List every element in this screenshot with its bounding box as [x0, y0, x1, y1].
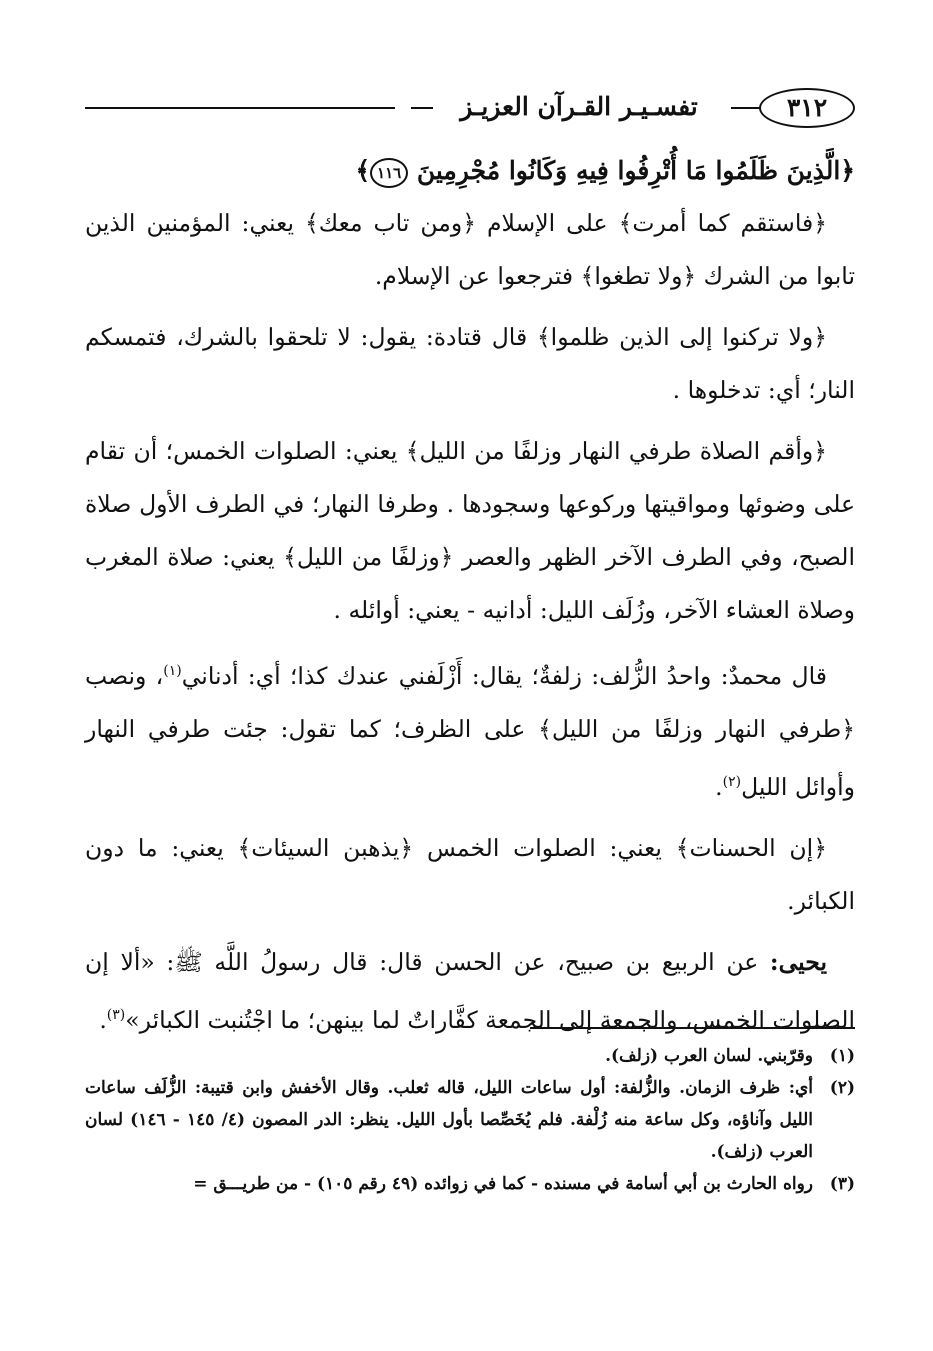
paragraph-1: ﴿فاستقم كما أمرت﴾ على الإسلام ﴿ومن تاب معك﴾ يعني: المؤمنين الذين تابوا من الشرك ﴿ولا تطغوا﴾ فترجعوا عن الإسلام. [85, 209, 855, 290]
header-rule-right [731, 107, 761, 109]
header-dash [411, 107, 433, 109]
running-title: تفسـيـر القـرآن العزيـز [460, 92, 698, 121]
footnote-number: (٢) [829, 1078, 855, 1098]
footnote-text: رواه الحارث بن أبي أسامة في مسنده - كما في زوائده (٤٩ رقم ١٠٥) - من طريـــق = [193, 1174, 813, 1194]
footnote-ref-3: (٣) [106, 1006, 126, 1023]
footnote-3 [85, 1168, 855, 1200]
paragraph-4 [85, 645, 855, 814]
paragraph-6-part-1: عن الربيع بن صبيح، عن الحسن قال: قال رسولُ اللَّه ﷺ: «ألا إن الصلوات الخمس، والجمعة إلى الجمعة كفَّاراتٌ لما بينهن؛ ما اجْتُنبت الكبائر» [85, 947, 855, 1034]
narrator-name: يحيى: [769, 947, 827, 976]
paragraph-4-part-2: ، ونصب ﴿طرفي النهار وزلفًا من الليل﴾ على الظرف؛ كما تقول: جئت طرفي النهار وأوائل الليل [85, 661, 855, 801]
paragraph-6-part-2: . [99, 1005, 107, 1034]
verse-close: ﴾ [355, 156, 371, 185]
footnote-number: (٣) [829, 1174, 855, 1194]
paragraph-4-part-1: قال محمدٌ: واحدُ الزُّلف: زلفةٌ؛ يقال: أَزْلَفني عندك كذا؛ أي: أدناني [181, 661, 827, 690]
footnote-separator [530, 1027, 855, 1029]
footnote-ref-2: (٢) [722, 773, 742, 790]
footnote-2 [85, 1072, 855, 1168]
header-rule-left [85, 107, 395, 109]
footnote-text: أي: ظرف الزمان. والزُّلفة: أول ساعات الليل، قاله ثعلب. وقال الأخفش وابن قتيبة: الزُّلَف ساعات الليل وآناؤه، وكل ساعة منه زُلْفة. فلم يُخَصِّصا بأول الليل. ينظر: الدر المصون (٤/ ١٤٥ - ١٤٦) لسان العرب (زلف). [85, 1078, 813, 1162]
verse-number: ١١٦ [370, 158, 408, 188]
paragraph-3: ﴿وأقم الصلاة طرفي النهار وزلفًا من الليل﴾ يعني: الصلوات الخمس؛ أن تقام على وضوئها ومواقيتها وركوعها وسجودها . وطرفا النهار؛ في الطرف الأول صلاة الصبح، وفي الطرف الآخر الظهر والعصر ﴿وزلفًا من الليل﴾ يعني: صلاة المغرب وصلاة العشاء الآخر، وزُلَف الليل: أدانيه - يعني: أوائله . [85, 437, 855, 624]
footnote-1 [85, 1040, 855, 1072]
paragraph-4-part-3: . [715, 772, 723, 801]
footnote-number: (١) [829, 1046, 855, 1066]
page-number: ٣١٢ [759, 88, 855, 128]
page-header [85, 88, 855, 128]
verse-line [85, 145, 855, 197]
footnote-ref-1: (١) [163, 663, 182, 679]
footnotes [85, 1040, 855, 1200]
body-text [85, 145, 855, 1054]
paragraph-6 [85, 936, 855, 1047]
paragraph-5: ﴿إن الحسنات﴾ يعني: الصلوات الخمس ﴿يذهبن السيئات﴾ يعني: ما دون الكبائر. [85, 833, 855, 915]
verse-text: ﴿الَّذِينَ ظَلَمُوا مَا أُتْرِفُوا فِيهِ وَكَانُوا مُجْرِمِينَ [416, 156, 855, 185]
footnote-text: وقرّبني. لسان العرب (زلف). [605, 1046, 813, 1066]
paragraph-2: ﴿ولا تركنوا إلى الذين ظلموا﴾ قال قتادة: يقول: لا تلحقوا بالشرك، فتمسكم النار؛ أي: تدخلوها . [85, 323, 855, 404]
